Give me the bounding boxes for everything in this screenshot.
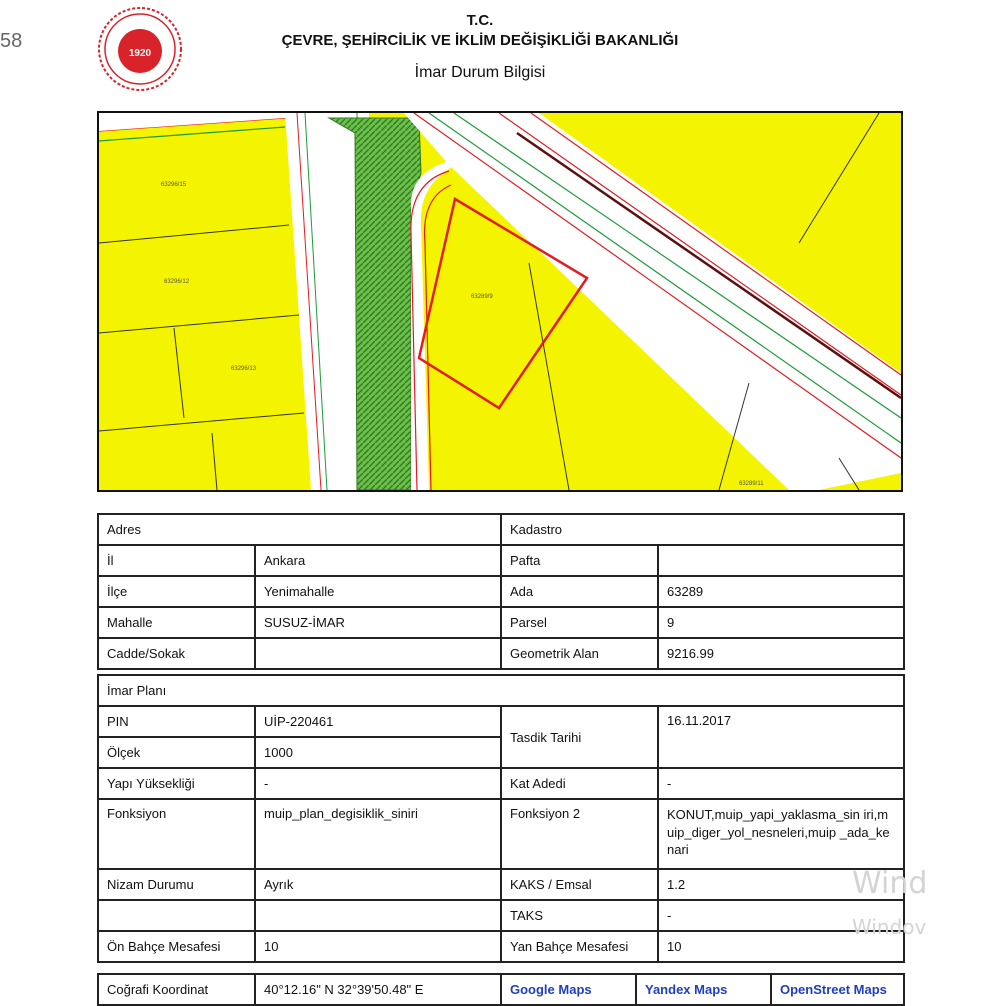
address-value: SUSUZ-İMAR <box>255 607 501 638</box>
cadastre-section-title: Kadastro <box>501 514 904 545</box>
function2-value: KONUT,muip_yapi_yaklasma_sin iri,muip_diger_yol_nesneleri,muip _ada_kenari <box>658 799 904 869</box>
empty-cell <box>98 900 255 931</box>
ministry-logo <box>97 6 183 92</box>
plan-section-title: İmar Planı <box>98 675 904 706</box>
front-setback-value: 10 <box>255 931 501 962</box>
page-corner-number: 58 <box>0 30 23 52</box>
coordinates-table <box>97 973 905 1006</box>
function-label: Fonksiyon <box>98 799 255 869</box>
address-section-title: Adres <box>98 514 501 545</box>
address-label: İlçe <box>98 576 255 607</box>
kaks-value: 1.2 <box>658 869 904 900</box>
google-maps-link[interactable]: Google Maps <box>510 982 592 997</box>
floor-count-value: - <box>658 768 904 799</box>
address-value: Yenimahalle <box>255 576 501 607</box>
taks-value: - <box>658 900 904 931</box>
parcel-label: 63289/11 <box>739 481 764 487</box>
order-label: Nizam Durumu <box>98 869 255 900</box>
taks-label: TAKS <box>501 900 658 931</box>
kaks-label: KAKS / Emsal <box>501 869 658 900</box>
pin-label: PIN <box>98 706 255 737</box>
parcel-label: 63289/9 <box>471 294 493 300</box>
cadastre-label: Ada <box>501 576 658 607</box>
parcel-label: 63296/13 <box>231 366 257 372</box>
yandex-maps-link[interactable]: Yandex Maps <box>645 982 728 997</box>
cadastre-value: 9216.99 <box>658 638 904 669</box>
cadastre-label: Parsel <box>501 607 658 638</box>
address-label: Cadde/Sokak <box>98 638 255 669</box>
function2-label: Fonksiyon 2 <box>501 799 658 869</box>
windows-watermark: Wind <box>852 866 928 901</box>
parcel-label: 63296/15 <box>161 182 187 188</box>
cadastre-value: 9 <box>658 607 904 638</box>
front-setback-label: Ön Bahçe Mesafesi <box>98 931 255 962</box>
address-label: İl <box>98 545 255 576</box>
windows-watermark-sub: Windov <box>852 915 927 939</box>
empty-cell <box>255 900 501 931</box>
parcel-label: 63296/12 <box>164 279 190 285</box>
scale-value: 1000 <box>255 737 501 768</box>
cadastre-label: Geometrik Alan <box>501 638 658 669</box>
cadastre-value: 63289 <box>658 576 904 607</box>
building-height-value: - <box>255 768 501 799</box>
address-label: Mahalle <box>98 607 255 638</box>
cadastre-value <box>658 545 904 576</box>
zoning-map[interactable] <box>97 111 903 492</box>
building-height-label: Yapı Yüksekliği <box>98 768 255 799</box>
side-setback-value: 10 <box>658 931 904 962</box>
floor-count-label: Kat Adedi <box>501 768 658 799</box>
openstreet-maps-link[interactable]: OpenStreet Maps <box>780 982 887 997</box>
address-cadastre-table <box>97 513 905 670</box>
scale-label: Ölçek <box>98 737 255 768</box>
order-value: Ayrık <box>255 869 501 900</box>
side-setback-label: Yan Bahçe Mesafesi <box>501 931 658 962</box>
address-value <box>255 638 501 669</box>
coordinates-label: Coğrafi Koordinat <box>98 974 255 1005</box>
header-tc: T.C. <box>466 12 494 29</box>
pin-value: UİP-220461 <box>255 706 501 737</box>
coordinates-value: 40°12.16" N 32°39'50.48" E <box>255 974 501 1005</box>
cadastre-label: Pafta <box>501 545 658 576</box>
approval-date-value: 16.11.2017 <box>658 706 904 768</box>
page-subtitle: İmar Durum Bilgisi <box>414 64 546 81</box>
setback-table <box>97 930 905 963</box>
function-value: muip_plan_degisiklik_siniri <box>255 799 501 869</box>
logo-year: 1920 <box>128 48 152 59</box>
address-value: Ankara <box>255 545 501 576</box>
ministry-title: ÇEVRE, ŞEHİRCİLİK VE İKLİM DEĞİŞİKLİĞİ BAKANLIĞI <box>281 32 679 49</box>
zoning-plan-table <box>97 674 905 932</box>
approval-date-label: Tasdik Tarihi <box>501 706 658 768</box>
